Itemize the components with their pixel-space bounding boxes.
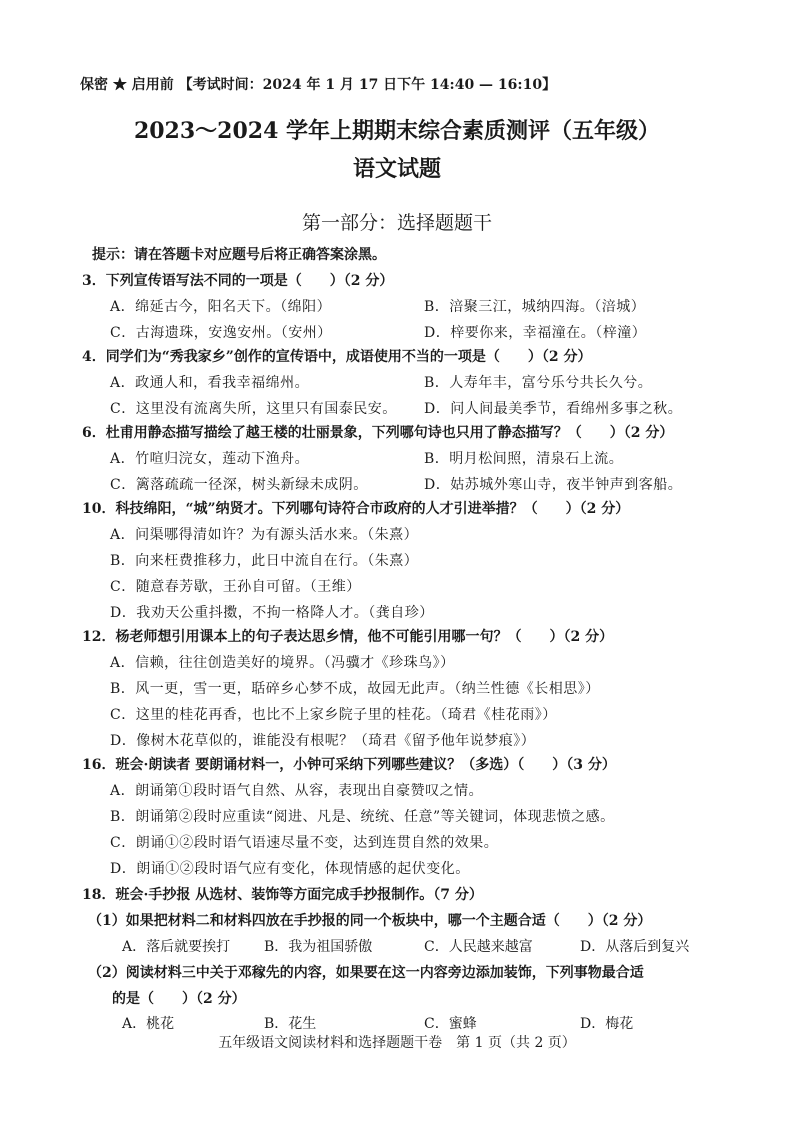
question-6-option-c: C．篱落疏疏一径深，树头新绿未成阴。 bbox=[110, 477, 368, 493]
question-18-sub-1-option-b: B．我为祖国骄傲 bbox=[264, 939, 373, 955]
exam-header: 保密 ★ 启用前 【考试时间：2024 年 1 月 17 日下午 14:40 — 16:10】 bbox=[80, 77, 557, 93]
exam-subject: 语文试题 bbox=[352, 156, 441, 182]
question-3-option-a: A．绵延古今，阳名天下。（绵阳） bbox=[110, 299, 332, 315]
question-4-option-d: D．问人间最美季节，看绵州多事之秋。 bbox=[424, 401, 683, 417]
question-16-option-d: D．朗诵①②段时语气应有变化，体现情感的起伏变化。 bbox=[110, 861, 470, 877]
section-title: 第一部分：选择题题干 bbox=[301, 212, 492, 234]
instruction-tip: 提示：请在答题卡对应题号后将正确答案涂黑。 bbox=[92, 247, 386, 263]
question-4-option-b: B．人寿年丰，富兮乐兮共长久兮。 bbox=[424, 375, 653, 391]
question-10-option-c: C．随意春芳歇，王孙自可留。（王维） bbox=[110, 579, 361, 595]
question-18-sub-2-option-b: B．花生 bbox=[264, 1016, 317, 1032]
question-3-option-c: C．古海遗珠，安逸安州。（安州） bbox=[110, 325, 332, 341]
question-16-option-c: C．朗诵①②段时语气语速尽量不变，达到连贯自然的效果。 bbox=[110, 835, 499, 851]
question-4-option-c: C．这里没有流离失所，这里只有国泰民安。 bbox=[110, 401, 397, 417]
question-3-stem: 3．下列宣传语写法不同的一项是（ ）（2 分） bbox=[82, 273, 394, 289]
question-10-option-b: B．向来枉费推移力，此日中流自在行。（朱熹） bbox=[110, 553, 419, 569]
question-18-sub-1-option-c: C．人民越来越富 bbox=[424, 939, 533, 955]
question-12-option-a: A．信赖，往往创造美好的境界。（冯骥才《珍珠鸟》） bbox=[110, 655, 455, 671]
page-footer: 五年级语文阅读材料和选择题题干卷 第 1 页（共 2 页） bbox=[218, 1035, 576, 1051]
question-18-sub-1: （1）如果把材料二和材料四放在手抄报的同一个板块中，哪一个主题合适（ ）（2 分） bbox=[88, 913, 652, 929]
question-18-sub-2-option-a: A．桃花 bbox=[122, 1016, 175, 1032]
question-12-stem: 12．杨老师想引用课本上的句子表达思乡情，他不可能引用哪一句？（ ）（2 分） bbox=[82, 629, 614, 645]
question-18-sub-1-option-d: D．从落后到复兴 bbox=[580, 939, 690, 955]
question-3-option-d: D．梓要你来，幸福潼在。（梓潼） bbox=[424, 325, 647, 341]
question-12-option-c: C．这里的桂花再香，也比不上家乡院子里的桂花。（琦君《桂花雨》） bbox=[110, 707, 557, 723]
question-18-stem: 18．班会·手抄报 从选材、装饰等方面完成手抄报制作。（7 分） bbox=[82, 887, 483, 903]
question-12-option-d: D．像树木花草似的，谁能没有根呢？（琦君《留予他年说梦痕》） bbox=[110, 733, 536, 749]
question-6-option-b: B．明月松间照，清泉石上流。 bbox=[424, 451, 624, 467]
question-18-sub-2-line-2: 的是（ ）（2 分） bbox=[112, 991, 246, 1007]
question-6-option-a: A．竹喧归浣女，莲动下渔舟。 bbox=[110, 451, 310, 467]
exam-title: 2023～2024 学年上期期末综合素质测评（五年级） bbox=[133, 118, 661, 144]
question-18-sub-1-option-a: A．落后就要挨打 bbox=[122, 939, 231, 955]
question-18-sub-2-line-1: （2）阅读材料三中关于邓稼先的内容，如果要在这一内容旁边添加装饰，下列事物最合适 bbox=[88, 965, 644, 981]
question-6-option-d: D．姑苏城外寒山寺，夜半钟声到客船。 bbox=[424, 477, 683, 493]
question-18-sub-2-option-c: C．蜜蜂 bbox=[424, 1016, 477, 1032]
question-16-option-b: B．朗诵第②段时应重读“阅进、凡是、统统、任意”等关键词，体现悲愤之感。 bbox=[110, 809, 615, 825]
question-4-stem: 4．同学们为“秀我家乡”创作的宣传语中，成语使用不当的一项是（ ）（2 分） bbox=[82, 349, 592, 365]
question-10-option-a: A．问渠哪得清如许？为有源头活水来。（朱熹） bbox=[110, 527, 419, 543]
question-10-stem: 10．科技绵阳，“城”纳贤才。下列哪句诗符合市政府的人才引进举措？（ ）（2 分） bbox=[82, 501, 630, 517]
question-6-stem: 6．杜甫用静态描写描绘了越王楼的壮丽景象，下列哪句诗也只用了静态描写？（ ）（2 分） bbox=[82, 425, 674, 441]
question-12-option-b: B．风一更，雪一更，聒碎乡心梦不成，故园无此声。（纳兰性德《长相思》） bbox=[110, 681, 600, 697]
question-18-sub-2-option-d: D．梅花 bbox=[580, 1016, 634, 1032]
question-4-option-a: A．政通人和，看我幸福绵州。 bbox=[110, 375, 310, 391]
question-10-option-d: D．我劝天公重抖擞，不拘一格降人才。（龚自珍） bbox=[110, 605, 434, 621]
question-16-stem: 16．班会·朗读者 要朗诵材料一，小钟可采纳下列哪些建议？（多选）（ ）（3 分） bbox=[82, 757, 616, 773]
question-3-option-b: B．涪聚三江，城纳四海。（涪城） bbox=[424, 299, 646, 315]
question-16-option-a: A．朗诵第①段时语气自然、从容，表现出自豪赞叹之情。 bbox=[110, 783, 484, 799]
